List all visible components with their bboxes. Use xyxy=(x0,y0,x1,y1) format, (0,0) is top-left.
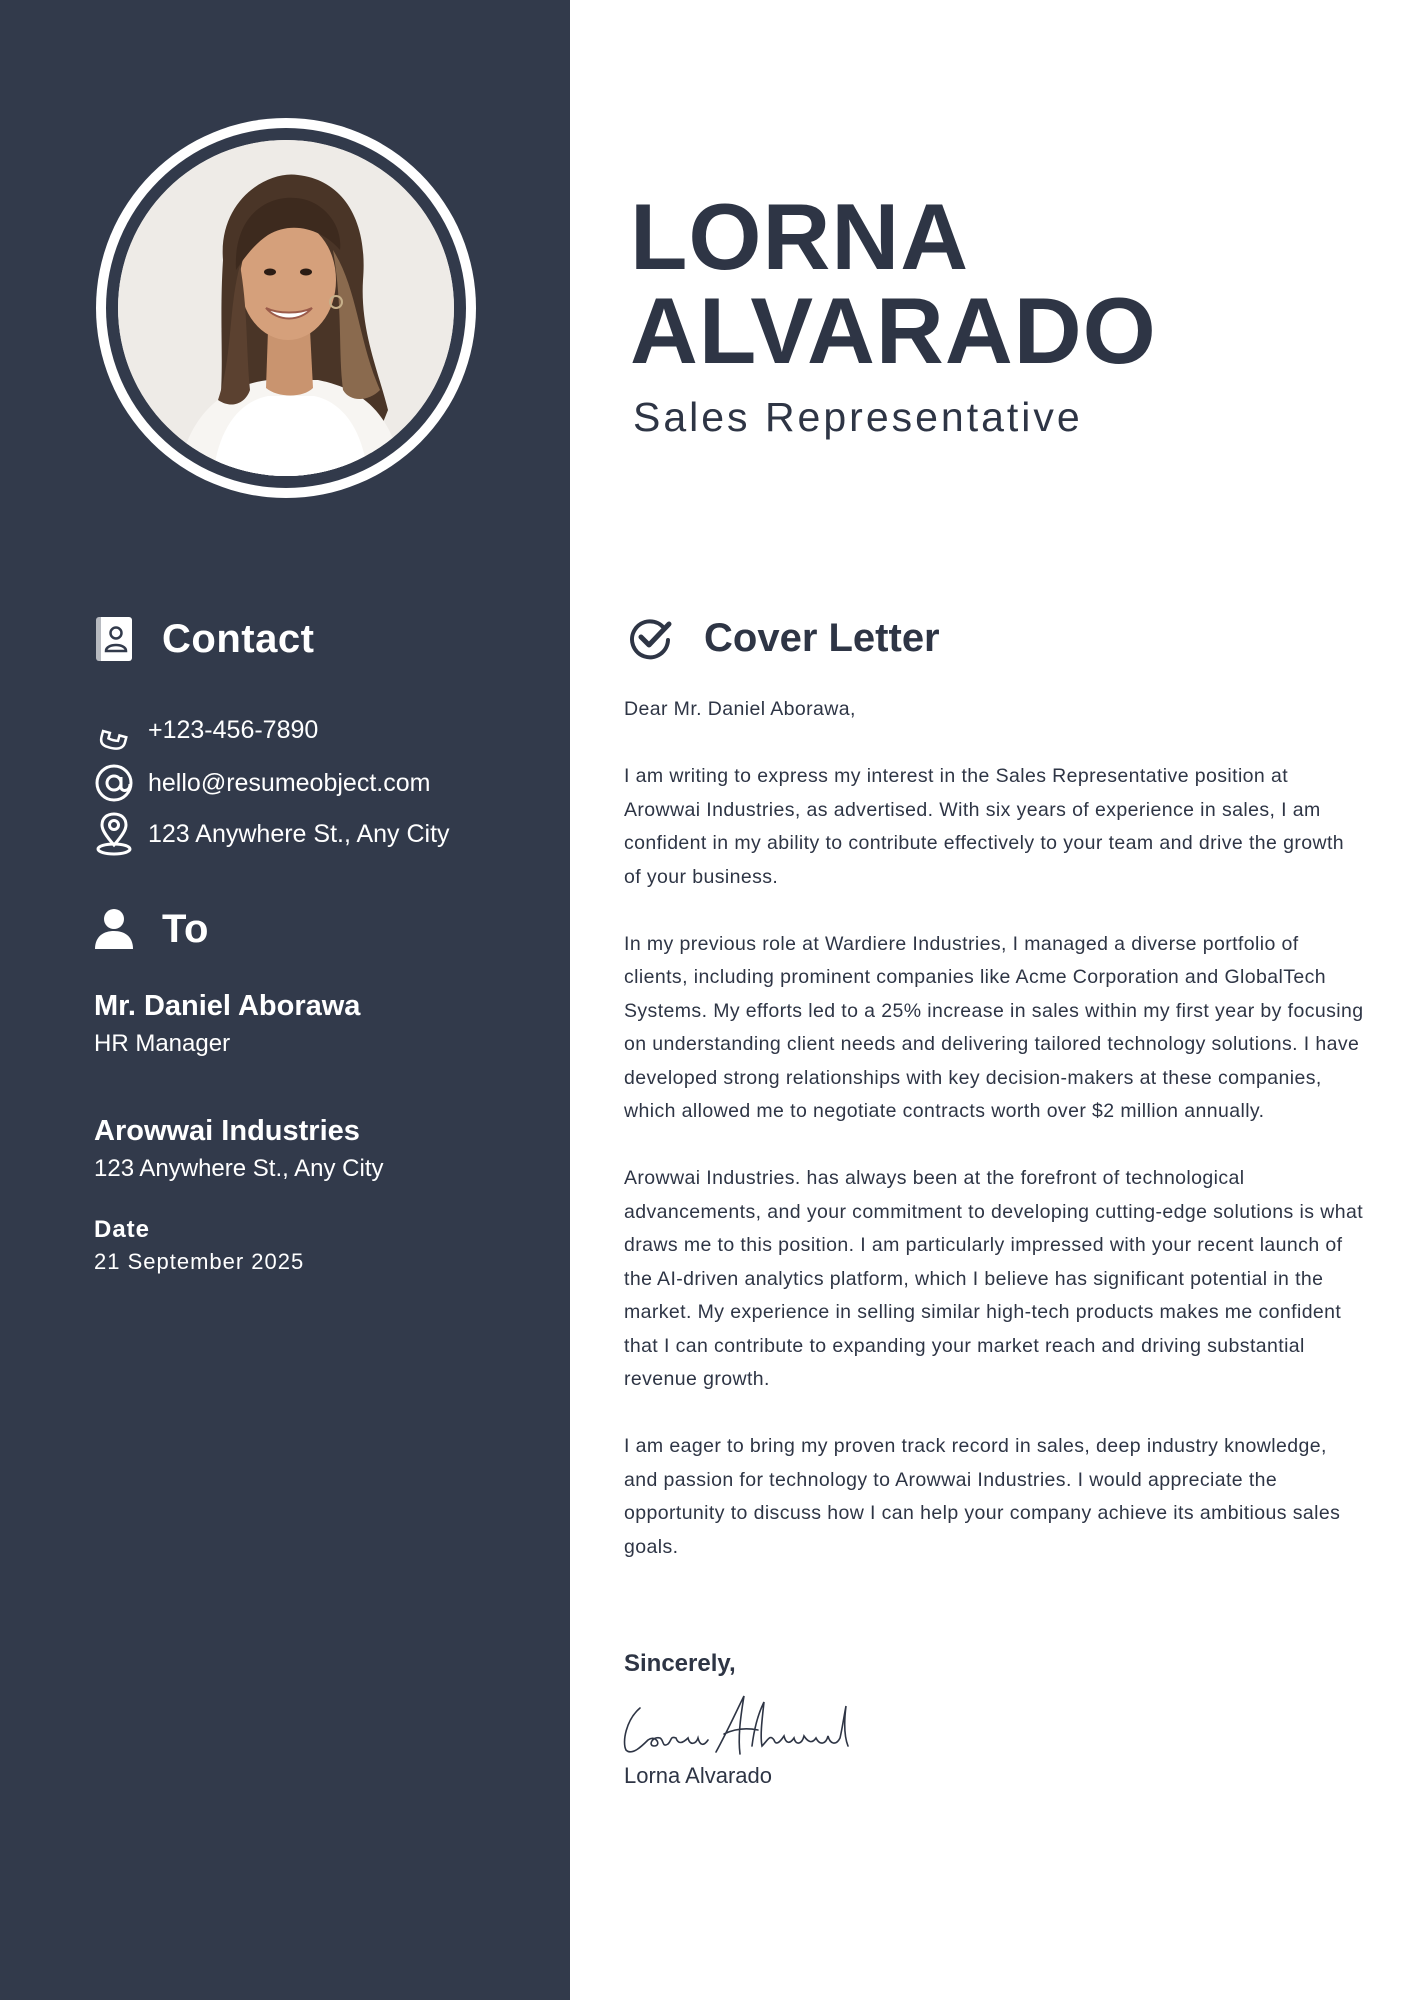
last-name: ALVARADO xyxy=(630,278,1157,383)
person-icon xyxy=(94,906,134,952)
letter-paragraph: I am writing to express my interest in the Sales Representative position at Arowwai Industries, as advertised. With six years of experience in sales, I am confident in my ability to contribute effectively to your team and drive the growth of your business. xyxy=(624,765,1345,888)
recipient-address: 123 Anywhere St., Any City xyxy=(94,1155,384,1182)
contact-address xyxy=(94,812,450,856)
contact-book-icon xyxy=(94,616,134,662)
contact-heading-label: Contact xyxy=(162,616,315,661)
letter-body xyxy=(624,693,1364,1598)
location-pin-icon xyxy=(94,812,134,856)
recipient-company: Arowwai Industries xyxy=(94,1115,360,1147)
cover-letter-heading xyxy=(628,612,940,664)
sidebar xyxy=(0,0,570,2000)
applicant-name xyxy=(630,184,1157,383)
contact-phone[interactable] xyxy=(94,708,318,752)
date-value: 21 September 2025 xyxy=(94,1249,305,1274)
closing: Sincerely, xyxy=(624,1650,736,1677)
job-title: Sales Representative xyxy=(633,394,1083,440)
letter-paragraph: I am eager to bring my proven track record in sales, deep industry knowledge, and passion for technology to Arowwai Industries. I would appreciate the opportunity to discuss how I can help your company achieve its ambitious sales goals. xyxy=(624,1435,1341,1558)
cover-letter-heading-label: Cover Letter xyxy=(704,615,940,660)
letter-paragraph: Arowwai Industries. has always been at the forefront of technological advancements, and your commitment to developing cutting-edge solutions is what draws me to this position. I am particularly impressed with your recent launch of the AI-driven analytics platform, which I believe has significant potential in the market. My experience in selling similar high-tech products makes me confident that I can contribute to expanding your market reach and driving substantial revenue growth. xyxy=(624,1167,1364,1390)
profile-photo xyxy=(118,140,454,476)
letter-paragraph: In my previous role at Wardiere Industries, I managed a diverse portfolio of clients, including prominent companies like Acme Corporation and GlobalTech Systems. My efforts led to a 25% increase in sales within my first year by focusing on understanding client needs and delivering tailored technology solutions. I have developed strong relationships with key decision-makers at these companies, which allowed me to negotiate contracts worth over $2 million annually. xyxy=(624,932,1364,1122)
contact-email[interactable] xyxy=(94,761,430,805)
date-label: Date xyxy=(94,1216,151,1243)
signer-name: Lorna Alvarado xyxy=(624,1763,772,1788)
first-name: LORNA xyxy=(630,184,970,289)
handwritten-signature xyxy=(618,1690,858,1760)
recipient-name: Mr. Daniel Aborawa xyxy=(94,990,361,1022)
portrait-illustration xyxy=(118,140,454,476)
phone-number: +123-456-7890 xyxy=(148,715,319,744)
at-sign-icon xyxy=(94,761,134,805)
email-address: hello@resumeobject.com xyxy=(148,768,431,797)
contact-heading xyxy=(94,616,314,662)
check-circle-icon xyxy=(628,612,672,664)
phone-icon xyxy=(94,708,134,752)
address-text: 123 Anywhere St., Any City xyxy=(148,819,450,848)
profile-photo-frame xyxy=(96,118,476,498)
to-heading xyxy=(94,906,209,952)
recipient-role: HR Manager xyxy=(94,1030,231,1057)
salutation: Dear Mr. Daniel Aborawa, xyxy=(624,698,856,720)
to-heading-label: To xyxy=(162,906,209,951)
